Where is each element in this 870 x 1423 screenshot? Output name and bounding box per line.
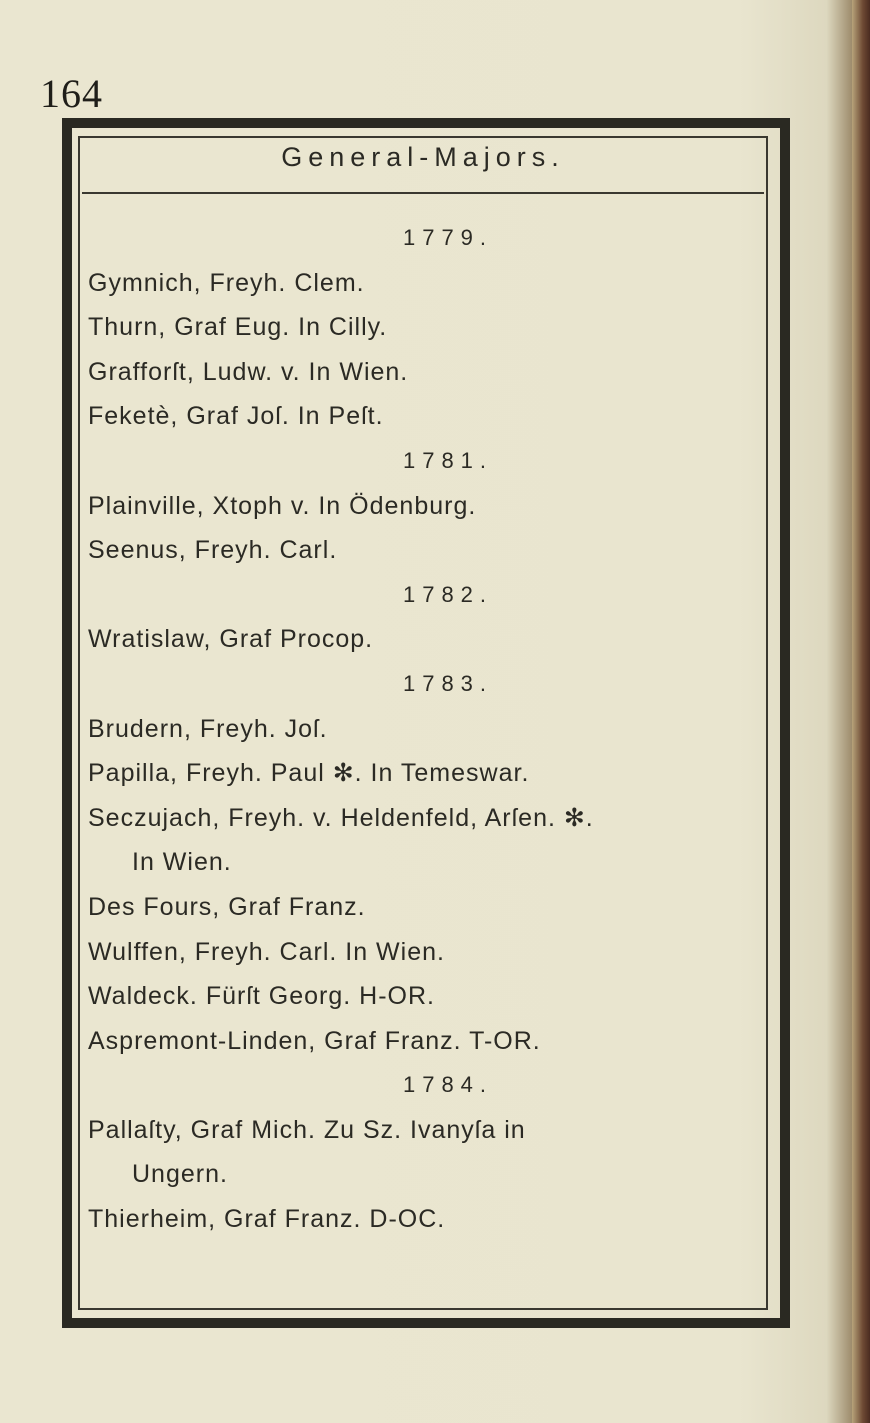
officer-entry: Grafforſt, Ludw. v. In Wien. (88, 357, 409, 386)
officer-entry: Feketè, Graf Joſ. In Peſt. (88, 402, 384, 431)
officer-entry: Pallaſty, Graf Mich. Zu Sz. Ivanyſa in (88, 1115, 526, 1144)
section-title: General-Majors. (281, 142, 565, 172)
officer-entry: Wulffen, Freyh. Carl. In Wien. (88, 937, 445, 966)
officer-entry: Aspremont-Linden, Graf Franz. T-OR. (88, 1026, 541, 1055)
entry-continuation: In Wien. (132, 848, 232, 877)
year-heading: 1784. (402, 1072, 494, 1098)
title-divider (82, 192, 764, 194)
entry-continuation: Ungern. (132, 1160, 228, 1189)
entry-list (88, 216, 768, 1242)
officer-entry: Seenus, Freyh. Carl. (88, 536, 338, 565)
officer-entry: Wratislaw, Graf Procop. (88, 625, 374, 654)
officer-entry: Gymnich, Freyh. Clem. (88, 268, 365, 297)
officer-entry: Papilla, Freyh. Paul ✻. In Temeswar. (88, 759, 530, 788)
officer-entry: Thierheim, Graf Franz. D-OC. (88, 1205, 446, 1234)
book-spine-edge (852, 0, 870, 1423)
officer-entry: Waldeck. Fürſt Georg. H-OR. (88, 982, 435, 1011)
year-heading: 1781. (402, 447, 494, 473)
officer-entry: Seczujach, Freyh. v. Heldenfeld, Arſen. ✻. (88, 803, 594, 832)
page-number: 164 (40, 71, 103, 116)
officer-entry: Brudern, Freyh. Joſ. (88, 714, 328, 743)
year-heading: 1779. (402, 225, 494, 250)
officer-entry: Thurn, Graf Eug. In Cilly. (88, 313, 388, 342)
officer-entry: Plainville, Xtoph v. In Ödenburg. (88, 491, 477, 520)
year-heading: 1782. (402, 581, 494, 607)
officer-entry: Des Fours, Graf Franz. (88, 892, 366, 921)
year-heading: 1783. (402, 670, 494, 696)
